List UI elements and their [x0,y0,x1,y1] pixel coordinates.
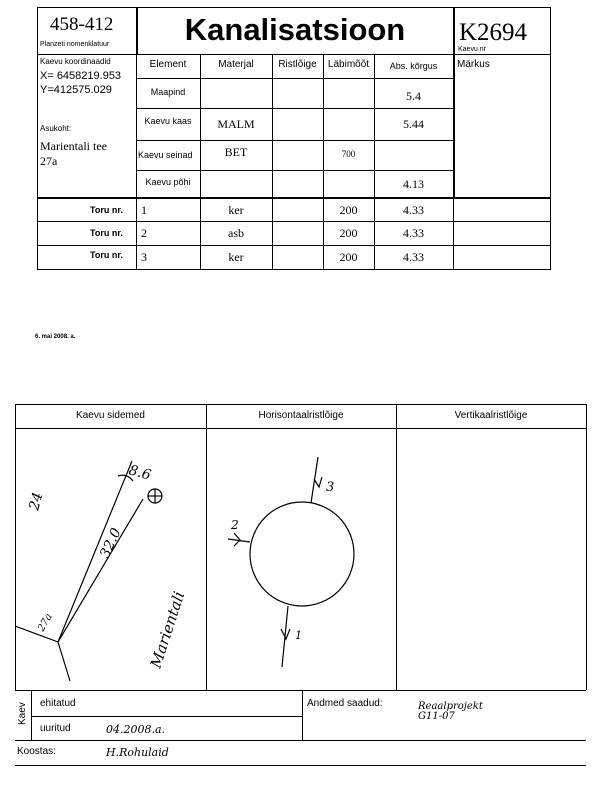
row-element: Kaevu kaas [144,116,192,126]
pipe-nr: 2 [141,226,147,240]
dim-label: 32.0 [97,525,125,561]
col-well-links: Kaevu sidemed [76,410,145,421]
col-material: Materjal [218,59,254,70]
author-name: H.Rohulaid [106,746,169,759]
row-element: Kaevu põhi [145,177,191,187]
measured-label: uuritud [40,723,71,734]
row-element: Maapind [150,87,186,97]
col-abs-height: Abs. kõrgus [389,61,438,71]
measured-date: 04.2008.a. [106,723,166,736]
coord-x: X= 6458219.953 [40,70,122,82]
nomenclature: 458-412 [50,14,114,35]
data-from-line1: Reaalprojekt [418,701,483,712]
pipe-nr: 3 [141,250,147,264]
pipe-nr: 1 [141,203,147,217]
col-vertical-section: Vertikaalristlõige [454,410,528,421]
well-links-sketch [15,429,206,690]
side-label: Kaev [17,702,28,725]
pipe-mark: 1 [295,629,302,642]
pipe-mark: 3 [326,480,335,495]
street-label: Marientali [146,589,189,671]
pipe-abs: 4.33 [403,203,424,217]
date-note: 6. mai 2008. a. [35,334,76,340]
coord-y: Y=412575.029 [40,84,112,96]
dim-label: 24 [26,490,47,513]
row-element: Kaevu seinad [138,150,193,160]
pipe-material: ker [228,203,244,217]
row-abs: 5.44 [403,117,424,131]
row-material: MALM [217,117,255,131]
page-title: Kanalisatsioon [184,12,406,47]
pipe-abs: 4.33 [403,226,424,240]
col-diameter: Läbimõõt [327,59,370,70]
address-line1: Marientali tee [40,139,107,153]
pipe-material: asb [228,226,244,240]
data-from-line2: G11-07 [418,711,455,722]
data-from-label: Andmed saadud: [307,698,383,709]
pipe-diameter: 200 [339,203,358,217]
pipe-diameter: 200 [339,226,358,240]
horizontal-section-sketch [206,429,396,690]
pipe-diameter: 200 [339,250,358,264]
row-abs: 4.13 [403,177,424,191]
row-material: BET [224,145,248,159]
address-line2: 27a [40,154,58,168]
col-cross-section: Ristlõige [278,59,317,70]
row-abs: 5.4 [406,89,421,103]
col-element: Element [149,59,187,70]
pipe-material: ker [228,250,244,264]
built-label: ehitatud [40,698,76,709]
pipe-label: Toru nr. [90,228,123,238]
pipe-label: Toru nr. [90,250,123,260]
pipe-mark: 2 [231,518,239,532]
well-number-label: Kaevu nr [458,46,487,53]
pipe-label: Toru nr. [90,205,123,215]
nomenclature-label: Planzeti nomenklatuur [40,41,110,48]
dim-label: 8.6 [126,462,153,484]
row-diameter: 700 [341,149,356,159]
col-notes: Märkus [457,59,490,70]
well-number: K2694 [459,19,528,46]
author-label: Koostas: [17,746,56,757]
col-horizontal-section: Horisontaalristlõige [258,410,344,421]
dim-label: 27a [36,611,55,634]
pipe-abs: 4.33 [403,250,424,264]
coords-label: Kaevu koordinaadid [40,57,111,66]
address-label: Asukoht: [40,124,72,133]
